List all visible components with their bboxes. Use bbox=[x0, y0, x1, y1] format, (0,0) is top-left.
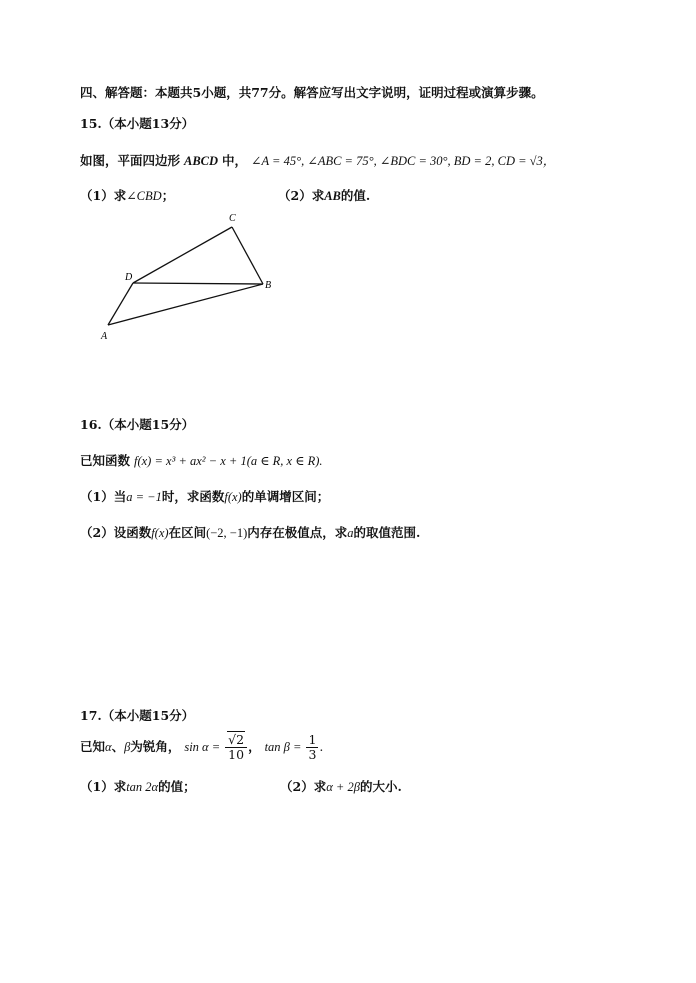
q15-points: （本小题13分） bbox=[101, 116, 195, 131]
q15-part1-expr: ∠CBD bbox=[126, 189, 162, 203]
q17-sin-denominator: 10 bbox=[228, 747, 245, 762]
q16-part2-f: f(x) bbox=[151, 526, 169, 540]
q16-part1-cond: a = −1 bbox=[126, 490, 162, 504]
q15-part2-label: （2）求 bbox=[278, 188, 325, 203]
q17-beta: β bbox=[124, 740, 131, 754]
q15-part1-end: ； bbox=[161, 188, 175, 203]
q16-part1-c: 的单调增区间； bbox=[241, 489, 330, 504]
q15-conditions: ∠A = 45°, ∠ABC = 75°, ∠BDC = 30°, BD = 2, CD = √3， bbox=[251, 154, 556, 168]
q16-function: f(x) = x³ + ax² − x + 1(a ∈ R, x ∈ R). bbox=[134, 454, 323, 468]
q16-part2-b: 在区间 bbox=[168, 525, 207, 540]
q15-number: 15. bbox=[80, 116, 102, 131]
q17-given-a: 已知 bbox=[80, 739, 106, 754]
edge-cb bbox=[232, 227, 263, 284]
q16-part2-var: a bbox=[347, 526, 354, 540]
q17-sin-numerator: √2 bbox=[228, 732, 245, 747]
q17-number: 17. bbox=[80, 708, 102, 723]
edge-ab bbox=[108, 284, 263, 325]
edge-db bbox=[133, 283, 263, 284]
q15-part2-expr: AB bbox=[324, 189, 341, 203]
q16-part2-a: （2）设函数 bbox=[80, 525, 152, 540]
q17-part1 bbox=[80, 779, 196, 795]
q17-header bbox=[80, 708, 194, 723]
q17-tan-numerator: 1 bbox=[308, 732, 317, 747]
q17-part2-b: 的大小. bbox=[359, 779, 402, 794]
vertex-label-b: B bbox=[265, 280, 272, 291]
q17-part1-a: （1）求 bbox=[80, 779, 127, 794]
q16-header bbox=[80, 417, 194, 432]
vertex-label-a: A bbox=[101, 331, 108, 342]
q16-part2-d: 的取值范围. bbox=[353, 525, 421, 540]
q15-part1-label: （1）求 bbox=[80, 188, 127, 203]
q16-part2 bbox=[80, 525, 420, 541]
q16-part1-f: f(x) bbox=[224, 490, 242, 504]
q17-given-b: 为锐角， bbox=[130, 739, 181, 754]
q17-tan-fraction bbox=[306, 733, 318, 762]
q15-intro: 如图，平面四边形 bbox=[80, 153, 181, 168]
q17-tan-lhs: tan β = bbox=[264, 740, 302, 754]
vertex-label-c: C bbox=[229, 213, 236, 224]
q17-part1-expr: tan 2α bbox=[126, 780, 159, 794]
section-heading: 四、解答题：本题共5小题，共77分。解答应写出文字说明，证明过程或演算步骤。 bbox=[80, 85, 544, 100]
edge-dc bbox=[133, 227, 232, 283]
q17-sep: 、 bbox=[111, 739, 125, 754]
q17-sin-fraction bbox=[225, 733, 247, 762]
q16-points: （本小题15分） bbox=[101, 417, 195, 432]
q15-shape: ABCD bbox=[184, 154, 219, 168]
vertex-label-d: D bbox=[125, 272, 133, 283]
q15-mid: 中， bbox=[222, 153, 248, 168]
q17-part2-expr: α + 2β bbox=[326, 780, 360, 794]
q17-part2 bbox=[280, 779, 402, 795]
q17-period: . bbox=[319, 739, 324, 754]
q16-part2-interval: (−2, −1) bbox=[206, 526, 248, 540]
q16-part1 bbox=[80, 489, 329, 505]
q17-part1-b: 的值； bbox=[158, 779, 196, 794]
q16-part1-b: 时，求函数 bbox=[161, 489, 225, 504]
q15-part2-end: 的值. bbox=[340, 188, 371, 203]
edge-ad bbox=[108, 283, 133, 325]
q17-alpha: α bbox=[105, 740, 112, 754]
q16-given-text: 已知函数 bbox=[80, 453, 131, 468]
q17-given bbox=[80, 733, 323, 762]
q17-tan-denominator: 3 bbox=[308, 747, 317, 762]
q17-points: （本小题15分） bbox=[101, 708, 195, 723]
q16-number: 16. bbox=[80, 417, 102, 432]
q17-comma: ， bbox=[248, 739, 261, 754]
q17-part2-a: （2）求 bbox=[280, 779, 327, 794]
q16-part2-c: 内存在极值点，求 bbox=[247, 525, 348, 540]
q17-sin-lhs: sin α = bbox=[184, 740, 221, 754]
q16-part1-a: （1）当 bbox=[80, 489, 127, 504]
q16-given bbox=[80, 453, 323, 469]
